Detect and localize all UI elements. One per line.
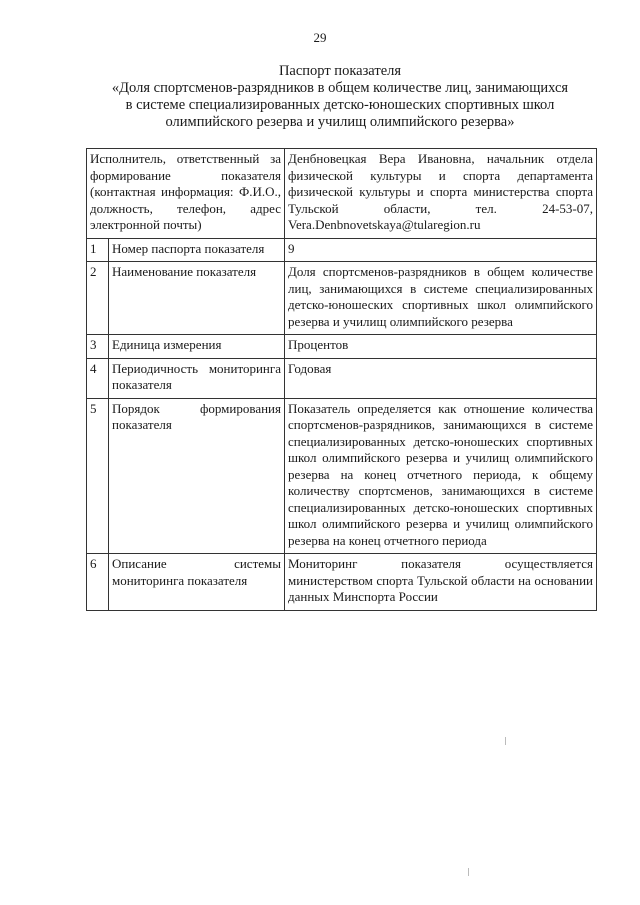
heading-subtitle-line-3: олимпийского резерва и училищ олимпийского резерва» [165,114,515,130]
row-value: Мониторинг показателя осуществляется министерством спорта Тульской области на основании данных Минспорта России [285,554,597,611]
row-label: Единица измерения [109,335,285,359]
table-row [87,554,597,611]
row-label: Порядок формирования показателя [109,398,285,554]
row-label: Периодичность мониторинга показателя [109,358,285,398]
table-row [87,262,597,335]
row-label: Номер паспорта показателя [109,238,285,262]
row-number: 6 [87,554,109,611]
heading-subtitle-line-1: «Доля спортсменов-разрядников в общем количестве лиц, занимающихся [111,80,569,96]
heading-title: Паспорт показателя [278,63,402,79]
row-number: 3 [87,335,109,359]
row-number: 5 [87,398,109,554]
row-value: Доля спортсменов-разрядников в общем количестве лиц, занимающихся в системе специализированных детско-юношеских спортивных школ олимпийского резерва и училищ олимпийского резерва [285,262,597,335]
indicator-passport-table [86,148,597,611]
scan-mark [505,737,506,745]
document-heading [60,63,620,131]
table-row [87,335,597,359]
page-number: 29 [313,30,327,45]
row-value: Показатель определяется как отношение количества спортсменов-разрядников, занимающихся в системе специализированных детско-юношеских спортивных школ олимпийского резерва и училищ олимпийского резерва на конец отчетного периода, к общему количеству спортсменов, занимающихся в системе специализированных детско-юношеских спортивных школ олимпийского резерва и училищ олимпийского резерва на конец отчетного периода [285,398,597,554]
row-number: 2 [87,262,109,335]
row-value: Процентов [285,335,597,359]
table-row [87,238,597,262]
row-value: Годовая [285,358,597,398]
row-number: 4 [87,358,109,398]
row-label: Наименование показателя [109,262,285,335]
table-row-responsible [87,149,597,239]
responsible-label: Исполнитель, ответственный за формирование показателя (контактная информация: Ф.И.О., должность, телефон, адрес электронной почты) [87,149,285,239]
scan-mark [468,868,469,876]
table-row [87,398,597,554]
responsible-value: Денбновецкая Вера Ивановна, начальник отдела физической культуры и спорта департамента физической культуры и спорта министерства спорта Тульской области, тел. 24-53-07, Vera.Denbnovetskaya@tularegion.ru [285,149,597,239]
row-value: 9 [285,238,597,262]
heading-subtitle-line-2: в системе специализированных детско-юношеских спортивных школ [125,97,555,113]
row-number: 1 [87,238,109,262]
table-row [87,358,597,398]
row-label: Описание системы мониторинга показателя [109,554,285,611]
